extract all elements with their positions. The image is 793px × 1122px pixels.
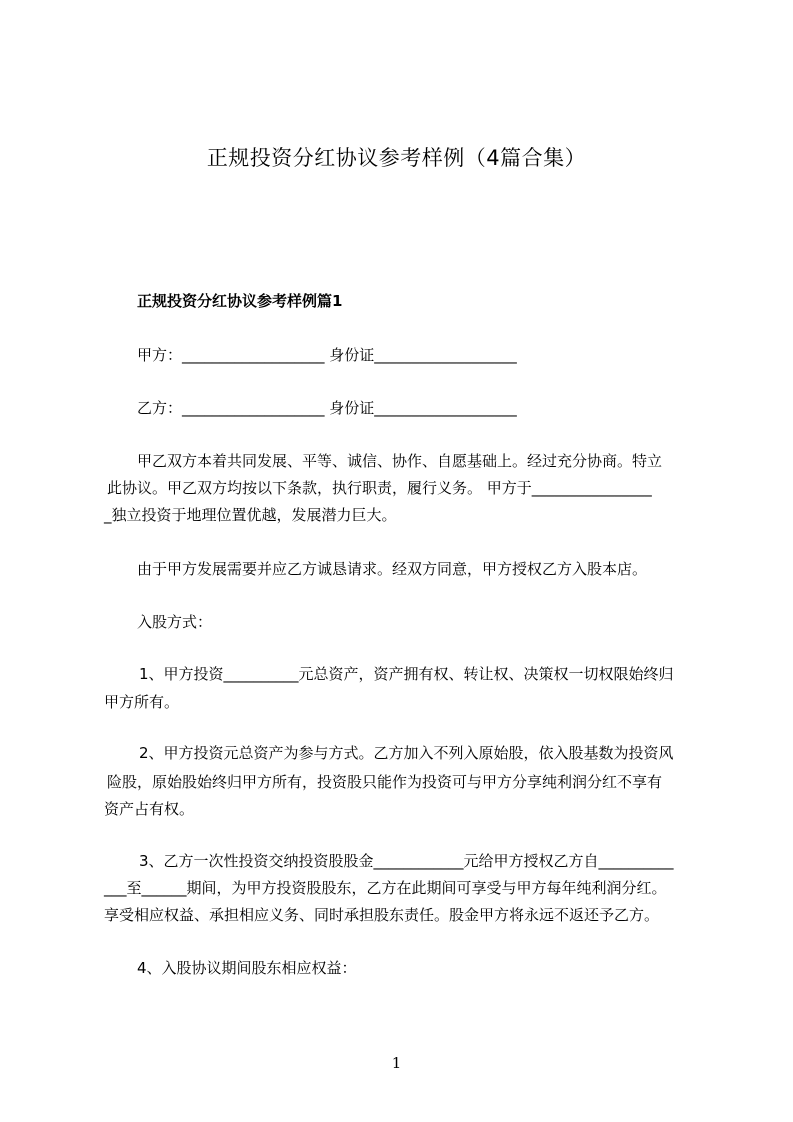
paragraph-line: 由于甲方发展需要并应乙方诚恳请求。经双方同意，甲方授权乙方入股本店。 xyxy=(137,560,648,578)
paragraph-line: 1、甲方投资__________元总资产，资产拥有权、转让权、决策权一切权限始终归 xyxy=(139,665,674,683)
paragraph-line: 入股方式： xyxy=(137,613,213,631)
paragraph-line: 资产占有权。 xyxy=(104,800,195,818)
party-a-line: 甲方：___________________ 身份证___________________ xyxy=(137,346,517,364)
paragraph-line: 甲乙双方本着共同发展、平等、诚信、协作、自愿基础上。经过充分协商。特立 xyxy=(137,452,663,470)
section-heading: 正规投资分红协议参考样例篇1 xyxy=(137,292,343,310)
document-title: 正规投资分红协议参考样例（4篇合集） xyxy=(206,146,587,170)
paragraph-line: 4、入股协议期间股东相应权益： xyxy=(137,959,357,977)
paragraph-line: _独立投资于地理位置优越，发展潜力巨大。 xyxy=(104,506,397,524)
paragraph-line: 3、乙方一次性投资交纳投资股股金____________元给甲方授权乙方自__________ xyxy=(139,852,674,870)
page-number: 1 xyxy=(391,1054,402,1072)
paragraph-line: 2、甲方投资元总资产为参与方式。乙方加入不列入原始股，依入股基数为投资风 xyxy=(139,744,674,762)
paragraph-line: 享受相应权益、承担相应义务、同时承担股东责任。股金甲方将永远不返还予乙方。 xyxy=(104,906,660,924)
paragraph-line: 此协议。甲乙双方均按以下条款，执行职责，履行义务。 甲方于________________ xyxy=(107,479,652,497)
party-b-line: 乙方：___________________ 身份证___________________ xyxy=(137,399,517,417)
paragraph-line: ___至______期间，为甲方投资股股东，乙方在此期间可享受与甲方每年纯利润分红。 xyxy=(104,879,667,897)
paragraph-line: 甲方所有。 xyxy=(104,693,180,711)
paragraph-line: 险股，原始股始终归甲方所有，投资股只能作为投资可与甲方分享纯利润分红不享有 xyxy=(107,773,663,791)
